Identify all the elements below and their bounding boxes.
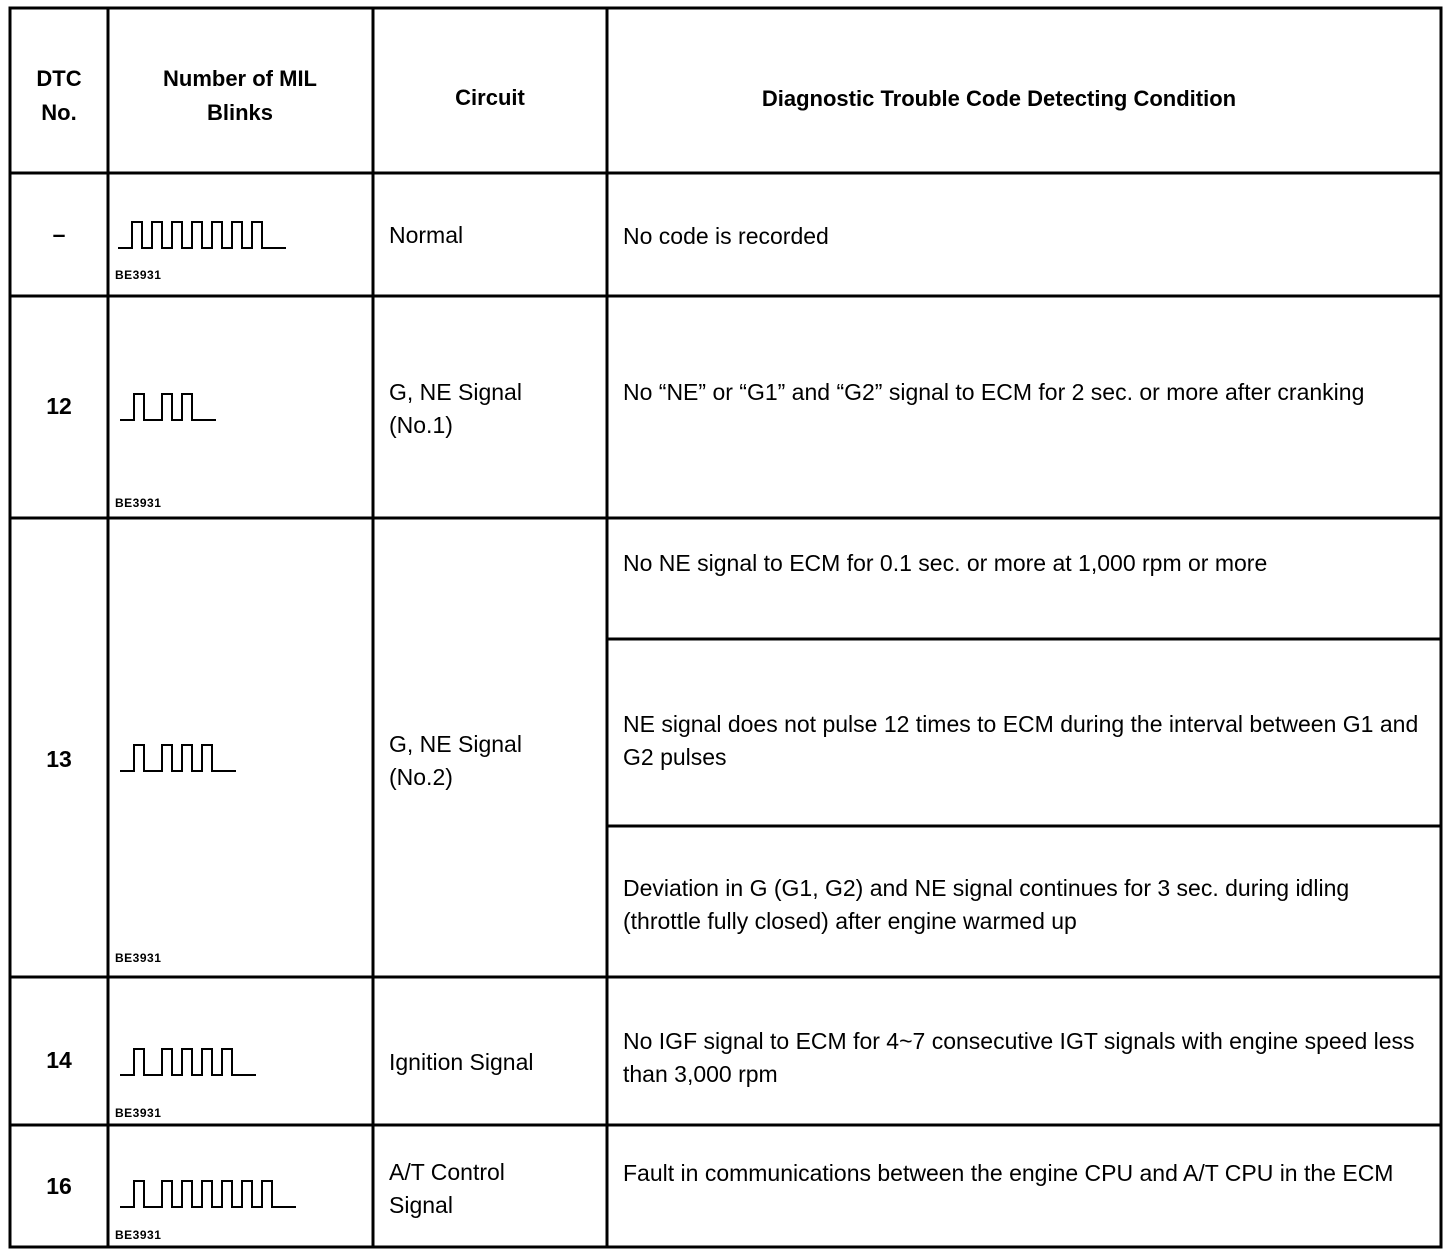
detecting-condition: No “NE” or “G1” and “G2” signal to ECM for 2 sec. or more after cranking (623, 379, 1365, 405)
waveform-label: BE3931 (115, 1106, 162, 1120)
mil-blink-waveform (120, 0, 300, 1211)
waveform-label: BE3931 (115, 951, 162, 965)
circuit-name: Normal (389, 222, 464, 248)
header-mil-blinks: Number of MIL Blinks (163, 66, 317, 125)
header-circuit: Circuit (455, 85, 525, 110)
circuit-name: G, NE Signal (No.2) (389, 731, 522, 790)
detecting-condition: No code is recorded (623, 223, 829, 249)
waveform-label: BE3931 (115, 496, 162, 510)
dtc-number: – (52, 221, 66, 247)
waveform-path (120, 1181, 296, 1207)
header-dtc-no: DTC No. (36, 66, 82, 125)
dtc-number: 12 (46, 393, 72, 419)
dtc-number: 14 (46, 1047, 72, 1073)
header-condition: Diagnostic Trouble Code Detecting Condition (761, 86, 1237, 111)
detecting-condition: Fault in communications between the engine CPU and A/T CPU in the ECM (623, 1160, 1394, 1186)
detecting-condition: No IGF signal to ECM for 4~7 consecutive IGT signals with engine speed less than 3,000 rpm (623, 1028, 1415, 1087)
waveform-label: BE3931 (115, 268, 162, 282)
dtc-number: 16 (46, 1173, 72, 1199)
circuit-name: A/T Control Signal (389, 1159, 505, 1218)
detecting-condition: NE signal does not pulse 12 times to ECM during the interval between G1 and G2 pulses (623, 711, 1419, 770)
detecting-condition: No NE signal to ECM for 0.1 sec. or more at 1,000 rpm or more (623, 550, 1268, 576)
dtc-number: 13 (46, 746, 72, 772)
circuit-name: Ignition Signal (389, 1049, 534, 1075)
detecting-condition: Deviation in G (G1, G2) and NE signal continues for 3 sec. during idling (throttle fully closed) after engine warmed up (623, 875, 1350, 934)
circuit-name: G, NE Signal (No.1) (389, 379, 522, 438)
waveform-label: BE3931 (115, 1228, 162, 1242)
